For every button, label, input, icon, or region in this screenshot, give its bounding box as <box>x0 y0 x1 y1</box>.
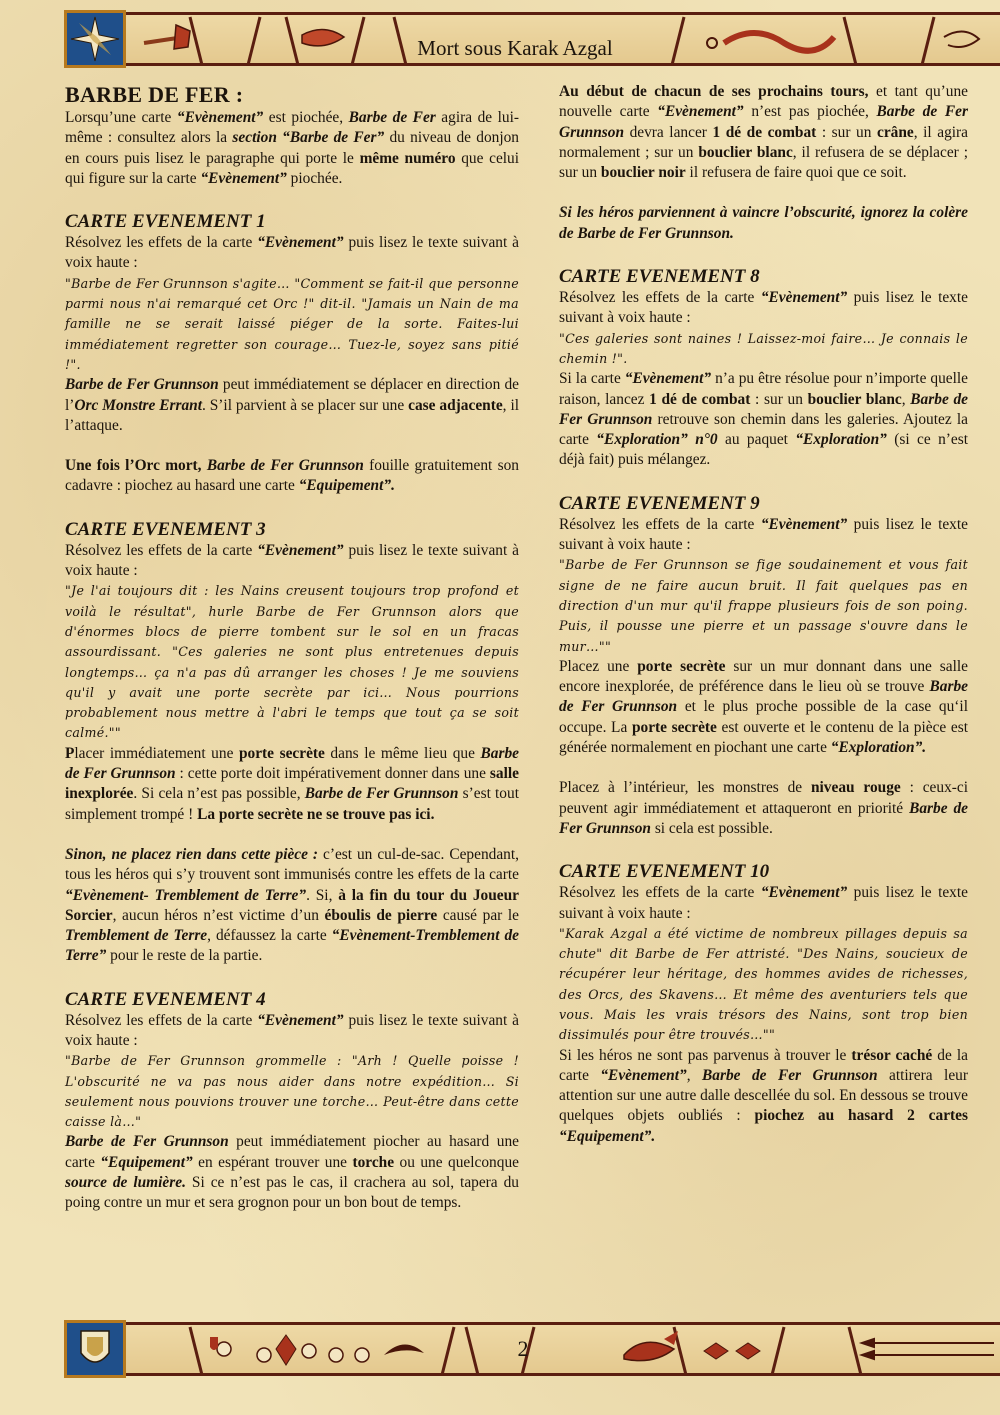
event-title-10: CARTE EVENEMENT 10 <box>559 861 770 883</box>
event-1-intro: Résolvez les effets de la carte “Evènement” puis lisez le texte suivant à voix haute : <box>65 234 519 272</box>
event-title-1: CARTE EVENEMENT 1 <box>65 211 266 233</box>
event-title-4: CARTE EVENEMENT 4 <box>65 988 266 1010</box>
header-title: Mort sous Karak Azgal <box>417 36 613 60</box>
event-10-rule: Si les héros ne sont pas parvenus à trouver le trésor caché de la carte “Evènement”, Barbe de Fer Grunnson attirera leur attention sur une autre dalle descellée du sol. En dessous se trouve quelques objets oubliés : piochez au hasard 2 cartes “Equipement”. <box>559 1046 968 1145</box>
scroll-ornament-icon <box>302 29 344 45</box>
event-8-intro: Résolvez les effets de la carte “Evènement” puis lisez le texte suivant à voix haute : <box>559 289 968 327</box>
diamond-ornament <box>704 1343 760 1359</box>
event-3-intro: Résolvez les effets de la carte “Evènement” puis lisez le texte suivant à voix haute : <box>65 541 519 580</box>
dragon-icon <box>624 1331 678 1361</box>
event-4-note: Si les héros parviennent à vaincre l’obscurité, ignorez la colère de Barbe de Fer Grunnson. <box>559 204 968 242</box>
event-3-quote: "Je l'ai toujours dit : les Nains creusent toujours trop profond et voilà le résultat", hurle Barbe de Fer Grunnson alors que d'énormes blocs de pierre tombent sur le sol en un fracas assourdissant. "Ces galeries ne sont plus entretenues depuis longtemps… ça n'a pas dû arranger les choses ! Je me souviens qu'il y avait une porte secrète par ici… Nous pourrions probablement nous mettre à l'abri le temps que tout ça se soit calmé."" <box>65 583 519 741</box>
page-number: 2 <box>517 1336 529 1361</box>
event-4-continued: Au début de chacun de ses prochains tours, et tant qu’une nouvelle carte “Evènement” n’est pas piochée, Barbe de Fer Grunnson devra lancer 1 dé de combat : sur un crâne, il agira normalement ; sur un bouclier blanc, il refusera de se déplacer ; sur un bouclier noir il refusera de faire quoi que ce soit. <box>559 83 969 182</box>
right-column <box>559 82 968 1147</box>
bird-icon <box>384 1344 424 1355</box>
event-9-rule-2: Placez à l’intérieur, les monstres de niveau rouge : ceux-ci peuvent agir immédiatement et attaqueront en priorité Barbe de Fer Grunnson si cela est possible. <box>559 779 968 837</box>
axe-icon <box>144 25 190 49</box>
event-10-intro: Résolvez les effets de la carte “Evènement” puis lisez le texte suivant à voix haute : <box>559 884 968 922</box>
event-1-quote: "Barbe de Fer Grunnson s'agite… "Comment se fait-il que personne parmi nous n'ai remarqué cet Orc !" dit-il. "Jamais un Nain de ma famille ne se serait laissé piéger de la sorte. Faites-lui immédiatement regretter son courage… Tuez-le, soyez sans pitié !". <box>65 275 519 372</box>
shield-icon <box>64 1320 126 1378</box>
event-3-rule: Placer immédiatement une porte secrète dans le même lieu que Barbe de Fer Grunnson : cette porte doit impérativement donner dans une salle inexplorée. Si cela n’est pas possible, Barbe de Fer Grunnson s’est tout simplement trompé ! La porte secrète ne se trouve pas ici. <box>65 744 519 823</box>
event-9-quote: "Barbe de Fer Grunnson se fige soudainement et vous fait signe de ne faire aucun bruit. Il fait quelques pas en direction d'un mur qu'il frappe plusieurs fois de son poing. Puis, il pousse une pierre et un passage s'ouvre dans le mur…"" <box>559 557 968 654</box>
event-8-quote: "Ces galeries sont naines ! Laissez-moi faire… Je connais le chemin !". <box>559 330 968 366</box>
event-4-quote: "Barbe de Fer Grunnson grommelle : "Arh ! Quelle poisse ! L'obscurité ne va pas nous aider dans notre expédition… Si seulement nous pouvions trouver une torche… Peut-être dans cette caisse là…" <box>65 1053 519 1130</box>
left-column <box>65 82 519 1214</box>
event-4-rule: Barbe de Fer Grunnson peut immédiatement piocher au hasard une carte “Equipement” en espérant trouver une torche ou une quelconque source de lumière. Si ce n’est pas le cas, il crachera au sol, tapera du poing contre un mur et sera grognon pour un bon bout de temps. <box>65 1133 519 1212</box>
event-1-rule: Barbe de Fer Grunnson peut immédiatement se déplacer en direction de l’Orc Monstre Errant. S’il parvient à se placer sur une case adjacente, il l’attaque. <box>65 376 519 434</box>
event-10-quote: "Karak Azgal a été victime de nombreux pillages depuis sa chute" dit Barbe de Fer attristé. "Des Nains, soucieux de récupérer leur héritage, des hommes avides de richesses, des Orcs, des Skavens… Et même des aventuriers tels que vous. Mais les vrais trésors des Nains, sont trop bien dissimulés pour être trouvés…"" <box>559 925 968 1043</box>
event-4-intro: Résolvez les effets de la carte “Evènement” puis lisez le texte suivant à voix haute : <box>65 1011 519 1049</box>
event-1-rule-2: Une fois l’Orc mort, Barbe de Fer Grunnson fouille gratuitement son cadavre : piochez au hasard une carte “Equipement”. <box>65 457 519 495</box>
event-title-9: CARTE EVENEMENT 9 <box>559 492 760 514</box>
event-3-rule-2: Sinon, ne placez rien dans cette pièce : c’est un cul-de-sac. Cependant, tous les héros qui s’y trouvent sont immunisés contre les effets de la carte “Evènement- Tremblement de Terre”. Si, à la fin du tour du Joueur Sorcier, aucun héros n’est victime d’un éboulis de pierre causé par le Tremblement de Terre, défaussez la carte “Evènement-Tremblement de Terre” pour le reste de la partie. <box>65 845 520 965</box>
intro-paragraph: Lorsqu’une carte “Evènement” est piochée, Barbe de Fer agira de lui-même : consultez alors la section “Barbe de Fer” du niveau de donjon en cours puis lisez le paragraphe qui porte le même numéro que celui qui figure sur la carte “Evènement” piochée. <box>65 109 520 187</box>
event-9-intro: Résolvez les effets de la carte “Evènement” puis lisez le texte suivant à voix haute : <box>559 515 968 554</box>
event-title-3: CARTE EVENEMENT 3 <box>65 518 266 540</box>
event-8-rule: Si la carte “Evènement” n’a pu être résolue pour n’importe quelle raison, lancez 1 dé de combat : sur un bouclier blanc, Barbe de Fer Grunnson retrouve son chemin dans les galeries. Ajoutez la carte “Exploration” n°0 au paquet “Exploration” (si ce n’est déjà fait) puis mélangez. <box>559 370 969 469</box>
serpent-ornament-icon <box>707 31 979 50</box>
event-title-8: CARTE EVENEMENT 8 <box>559 266 760 288</box>
compass-rose-icon <box>64 10 126 68</box>
spear-icon <box>862 1339 994 1359</box>
section-title-barbe-de-fer: BARBE DE FER : <box>65 82 244 107</box>
event-9-rule: Placez une porte secrète sur un mur donnant dans une salle encore inexplorée, de préférence dans le lieu où se trouve Barbe de Fer Grunnson et le plus proche possible de la case qu‘il occupe. La porte secrète est ouverte et le contenu de la pièce est générée normalement en piochant une carte “Exploration”. <box>559 657 968 757</box>
